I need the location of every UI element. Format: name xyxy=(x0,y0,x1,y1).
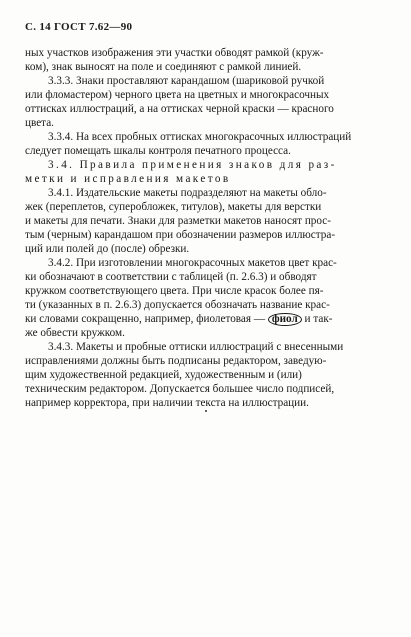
page-header xyxy=(25,21,132,33)
text-line: щим художественной редакцией, художественным и (или) xyxy=(25,369,302,381)
text-line: исправлениями должны быть подписаны редактором, заведую- xyxy=(25,355,327,367)
text-line: техническим редактором. Допускается большее число подписей, xyxy=(25,383,335,395)
text-line: следует помещать шкалы контроля печатного процесса. xyxy=(25,145,291,157)
section-heading-3-4-cont: метки и исправления макетов xyxy=(25,173,231,185)
text-fragment: и так- xyxy=(304,313,333,325)
text-line-with-mark xyxy=(25,312,332,326)
standard-code: ГОСТ 7.62—90 xyxy=(54,21,133,33)
text-line: кружком соответствующего цвета. При числе красок более пя- xyxy=(25,285,324,297)
text-fragment: ки словами сокращенно, например, фиолетовая — xyxy=(25,313,266,325)
text-line: например корректора, при наличии текста на иллюстрации. xyxy=(25,397,309,409)
paragraph-3-4-2: 3.4.2. При изготовлении многокрасочных макетов цвет крас- xyxy=(48,257,337,269)
text-line: оттисках иллюстраций, а на оттисках черной краски — красного xyxy=(25,103,334,115)
text-line: цвета. xyxy=(25,117,54,129)
text-line: и макеты для печати. Знаки для разметки макетов наносят прос- xyxy=(25,215,331,227)
paragraph-3-3-4: 3.3.4. На всех пробных оттисках многокрасочных иллюстраций xyxy=(48,131,352,143)
text-line: ком), знак выносят на поле и соединяют с рамкой линией. xyxy=(25,61,302,73)
text-line: тым (черным) карандашом при обозначении размеров иллюстра- xyxy=(25,229,336,241)
paragraph-3-4-1: 3.4.1. Издательские макеты подразделяют на макеты обло- xyxy=(48,187,327,199)
paragraph-3-4-3: 3.4.3. Макеты и пробные оттиски иллюстраций с внесенными xyxy=(48,341,344,353)
text-line: ций или полей до (после) обрезки. xyxy=(25,243,190,255)
text-line: ти (указанных в п. 2.6.3) допускается обозначать название крас- xyxy=(25,299,330,311)
text-line: жек (переплетов, суперобложек, титулов), макеты для верстки xyxy=(25,201,322,213)
page-number: С. 14 xyxy=(25,21,51,33)
paragraph-3-3-3: 3.3.3. Знаки проставляют карандашом (шариковой ручкой xyxy=(48,75,325,87)
text-line: же обвести кружком. xyxy=(25,327,125,339)
circled-proof-mark: фиол xyxy=(268,313,302,326)
section-heading-3-4: 3.4. Правила применения знаков для раз- xyxy=(48,159,337,171)
text-line: ки обозначают в соответствии с таблицей (п. 2.6.3) и обводят xyxy=(25,271,317,283)
ink-speck xyxy=(205,410,207,412)
text-line: ных участков изображения эти участки обводят рамкой (круж- xyxy=(25,47,324,59)
text-line: или фломастером) черного цвета на цветных и многокрасочных xyxy=(25,89,330,101)
